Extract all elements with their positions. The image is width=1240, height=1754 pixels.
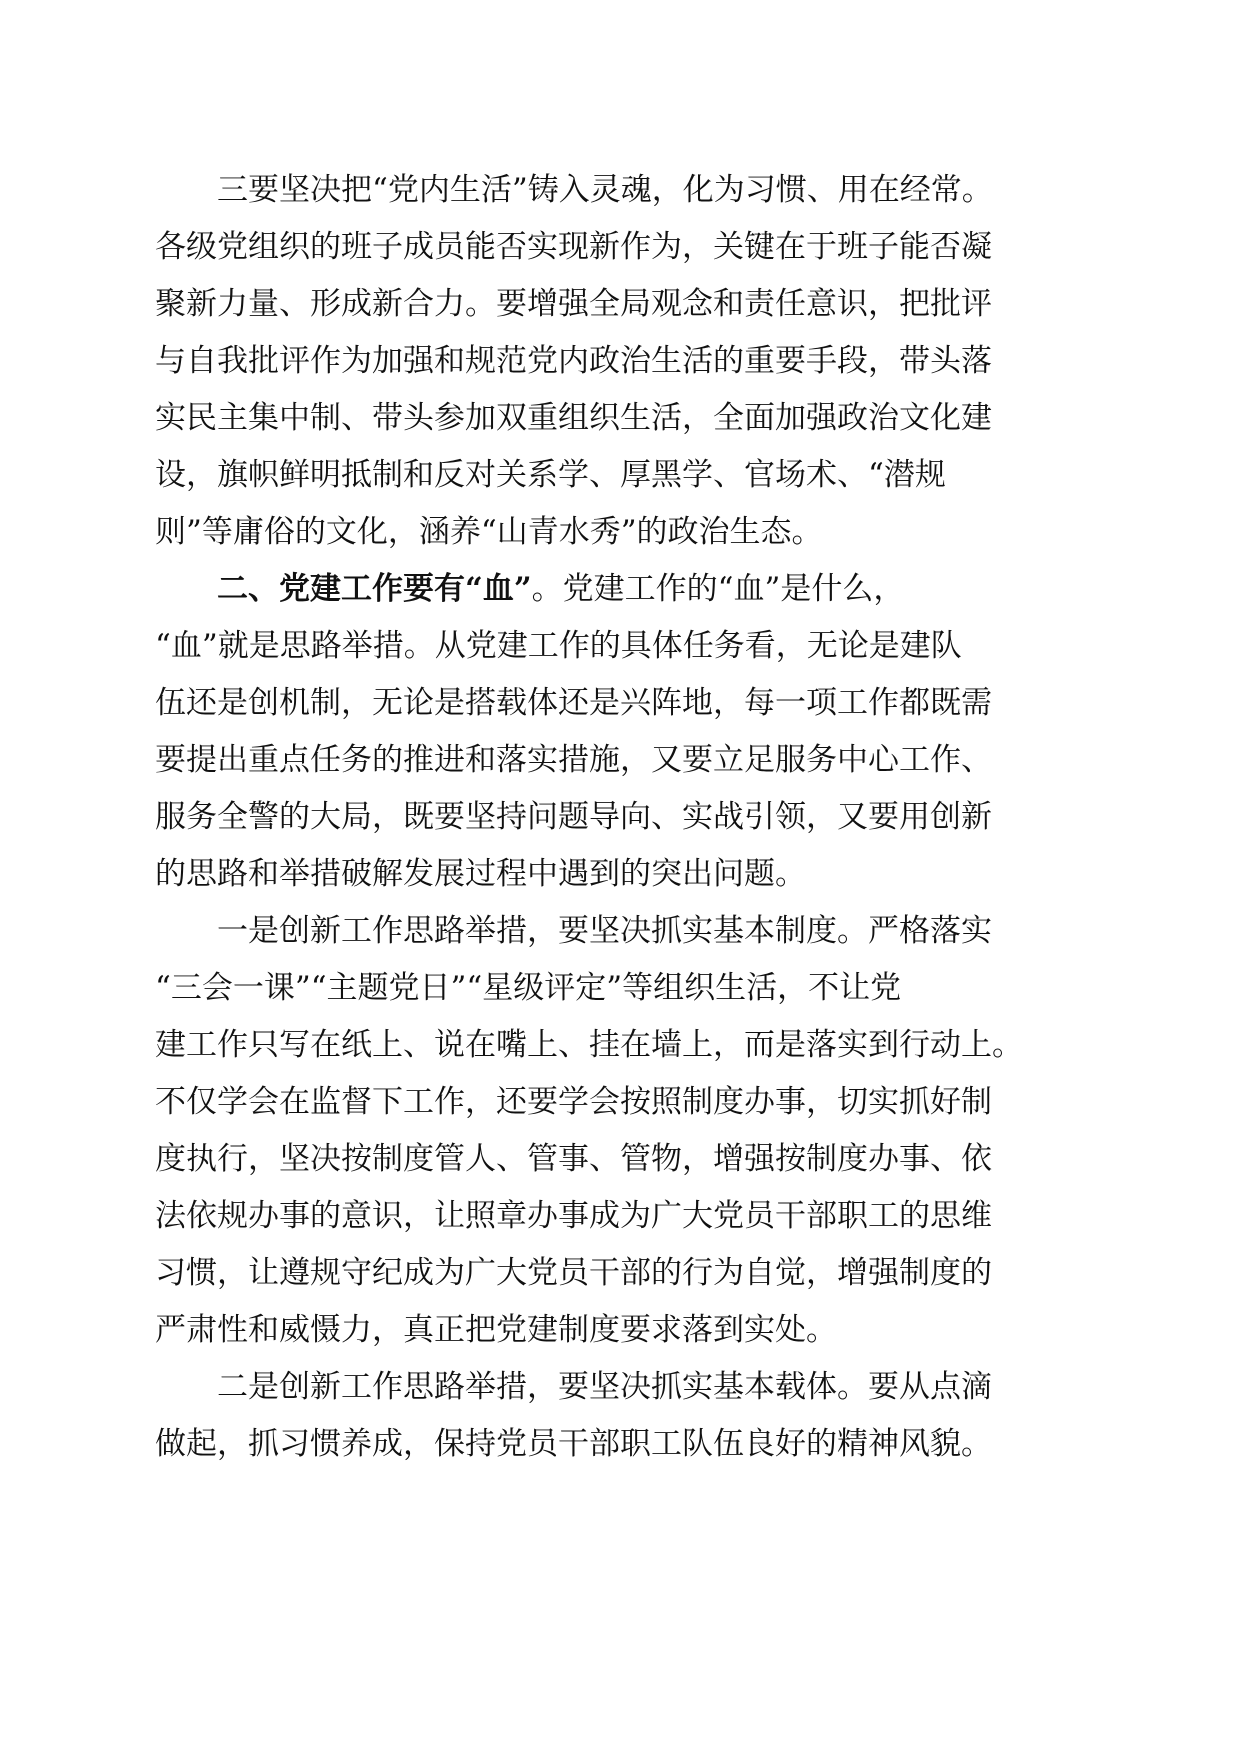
text-line: 设，旗帜鲜明抵制和反对关系学、厚黑学、官场术、“潜规	[155, 457, 946, 493]
text-line: 聚新力量、形成新合力。要增强全局观念和责任意识，把批评	[155, 286, 992, 322]
text-line: 一是创新工作思路举措，要坚决抓实基本制度。严格落实	[155, 913, 992, 949]
text-line: 的思路和举措破解发展过程中遇到的突出问题。	[155, 856, 806, 892]
text-line: 建工作只写在纸上、说在嘴上、挂在墙上，而是落实到行动上。	[155, 1027, 1023, 1063]
text-line: 实民主集中制、带头参加双重组织生活，全面加强政治文化建	[155, 400, 992, 436]
heading-rest-text: 。党建工作的“血”是什么，	[531, 571, 905, 607]
text-line: “三会一课”“主题党日”“星级评定”等组织生活，不让党	[155, 970, 902, 1006]
text-line: 严肃性和威慑力，真正把党建制度要求落到实处。	[155, 1312, 837, 1348]
text-line: 伍还是创机制，无论是搭载体还是兴阵地，每一项工作都既需	[155, 685, 992, 721]
text-line: 三要坚决把“党内生活”铸入灵魂，化为习惯、用在经常。	[155, 172, 993, 208]
text-line: 则”等庸俗的文化，涵养“山青水秀”的政治生态。	[155, 514, 823, 550]
text-line: 各级党组织的班子成员能否实现新作为，关键在于班子能否凝	[155, 229, 992, 265]
section-heading-line	[155, 559, 904, 619]
text-line: 服务全警的大局，既要坚持问题导向、实战引领，又要用创新	[155, 799, 992, 835]
section-heading: 二、党建工作要有“血”	[155, 571, 532, 607]
text-line: 做起，抓习惯养成，保持党员干部职工队伍良好的精神风貌。	[155, 1426, 992, 1462]
text-line: 法依规办事的意识，让照章办事成为广大党员干部职工的思维	[155, 1198, 992, 1234]
text-line: 二是创新工作思路举措，要坚决抓实基本载体。要从点滴	[155, 1369, 992, 1405]
text-line: 要提出重点任务的推进和落实措施，又要立足服务中心工作、	[155, 742, 992, 778]
text-line: 不仅学会在监督下工作，还要学会按照制度办事，切实抓好制	[155, 1084, 992, 1120]
text-line: 度执行，坚决按制度管人、管事、管物，增强按制度办事、依	[155, 1141, 992, 1177]
text-line: “血”就是思路举措。从党建工作的具体任务看，无论是建队	[155, 628, 962, 664]
text-line: 与自我批评作为加强和规范党内政治生活的重要手段，带头落	[155, 343, 992, 379]
text-line: 习惯，让遵规守纪成为广大党员干部的行为自觉，增强制度的	[155, 1255, 992, 1291]
